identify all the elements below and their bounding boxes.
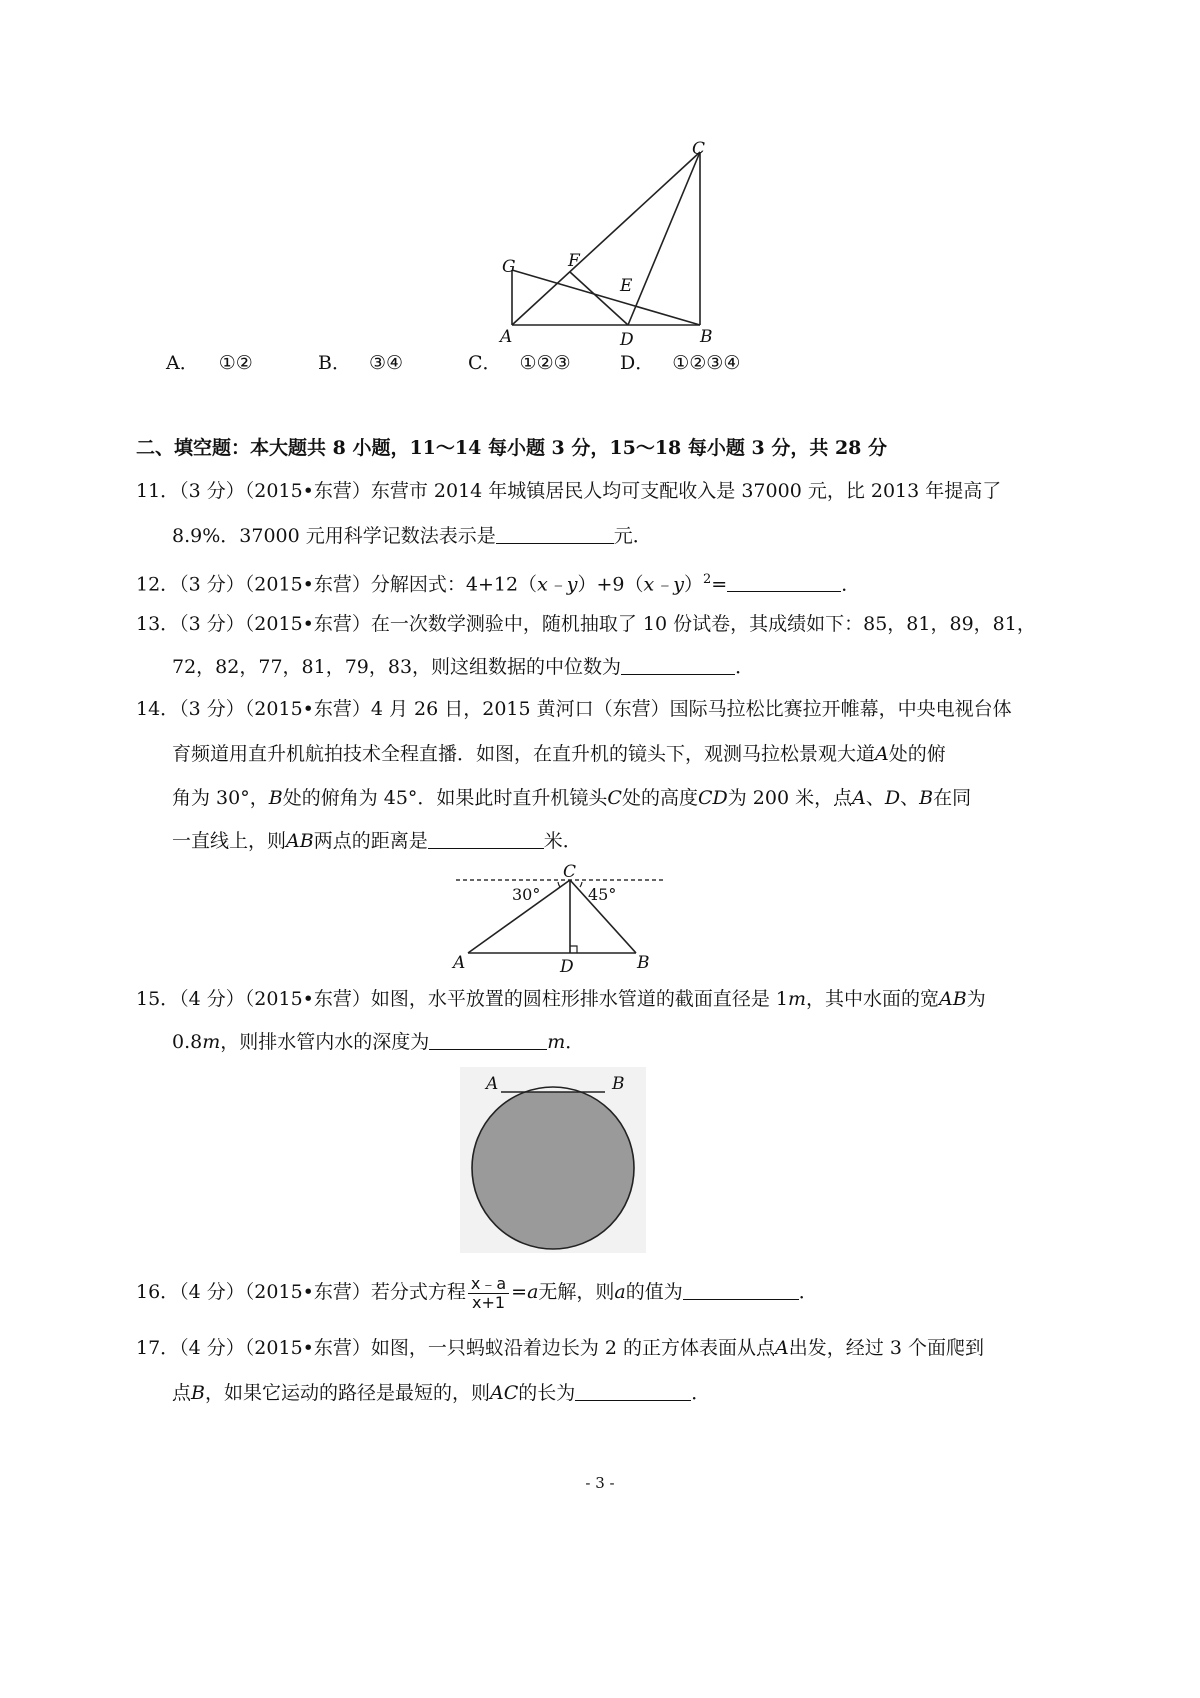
q15-text-2b: ，则排水管内水的深度为: [220, 1031, 430, 1053]
q17-line2: [172, 1381, 710, 1405]
option-c-text: ①②③: [519, 352, 571, 374]
q15-label-b: B: [612, 1074, 625, 1094]
q15-line2: [172, 1030, 584, 1054]
q17-var-a: A: [775, 1337, 789, 1359]
q14-line2: [172, 742, 946, 766]
q14-var-c: C: [607, 787, 622, 809]
q17-text-2c: 的长为: [518, 1382, 576, 1404]
answer-blank-q17[interactable]: [575, 1382, 691, 1401]
label-g: G: [502, 257, 516, 277]
q16-text-a: 16．（4 分）（2015•东营）若分式方程: [136, 1281, 466, 1303]
q14-text-3g: 在同: [933, 787, 972, 809]
option-d: [620, 348, 740, 375]
option-d-text: ①②③④: [672, 352, 741, 374]
q17-var-ac: AC: [490, 1382, 519, 1404]
label-d: D: [620, 330, 634, 350]
q16-var-a2: a: [614, 1281, 626, 1303]
fig10-diagram: [470, 140, 730, 360]
q13-line2: [172, 655, 754, 679]
answer-blank-q12[interactable]: [727, 573, 841, 592]
q15-end: ．: [565, 1031, 585, 1053]
option-b-letter: B．: [318, 352, 351, 374]
q14-angle-30: 30°: [512, 885, 541, 904]
q13-line1: 13．（3 分）（2015•东营）在一次数学测验中，随机抽取了 10 份试卷，其成绩如下：85，81，89，81，: [136, 613, 1036, 635]
option-b-text: ③④: [368, 352, 404, 374]
q17-line1: [136, 1336, 984, 1360]
q16-fraction: [468, 1275, 509, 1312]
q16-line: [136, 1272, 818, 1312]
q14-label-c: C: [563, 862, 577, 882]
option-d-letter: D．: [620, 352, 655, 374]
q12-text-b: ）+9（: [577, 573, 644, 596]
q11-text: 8.9%．37000 元用科学记数法表示是: [172, 525, 496, 547]
q17-text-2a: 点: [172, 1382, 192, 1404]
q14-label-b: B: [637, 953, 650, 973]
q14-var-d2: D: [884, 787, 901, 809]
option-a-letter: A．: [166, 352, 199, 374]
q14-var-a2: A: [852, 787, 866, 809]
q11-line2: [172, 524, 652, 548]
q14-text-3d: 为 200 米，点: [727, 787, 853, 809]
q16-text-d: 的值为: [625, 1281, 683, 1303]
q16-equals: =: [511, 1281, 528, 1303]
q12-expr1: x﹣y: [537, 573, 578, 596]
q15-unit-m2: m: [202, 1031, 221, 1053]
q14-line3: [172, 786, 971, 810]
label-a: A: [500, 327, 513, 347]
q11-line1: 11．（3 分）（2015•东营）东营市 2014 年城镇居民人均可支配收入是 37000 元，比 2013 年提高了: [136, 480, 1002, 502]
answer-blank-q15[interactable]: [429, 1031, 547, 1050]
q12-end: ．: [841, 573, 861, 596]
q15-label-a: A: [486, 1074, 499, 1094]
q12-exponent: 2: [703, 572, 712, 587]
option-c: [468, 348, 571, 375]
option-c-letter: C．: [468, 352, 502, 374]
q14-sep-2: 、: [900, 787, 920, 809]
q15-var-ab: AB: [939, 988, 967, 1010]
q14-var-a: A: [875, 743, 889, 765]
q17-end: ．: [691, 1382, 711, 1404]
q15-unit-m3: m: [547, 1031, 566, 1053]
segment-cd: [628, 152, 700, 325]
page-number: - 3 -: [585, 1474, 615, 1492]
q14-label-a: A: [453, 953, 466, 973]
option-b: [318, 348, 403, 375]
segment-ac: [512, 152, 700, 325]
q15-text-1b: ，其中水面的宽: [806, 988, 940, 1010]
q12-equals: =: [711, 573, 728, 596]
q15-text-1a: 15．（4 分）（2015•东营）如图，水平放置的圆柱形排水管道的截面直径是 1: [136, 988, 788, 1010]
q14-diagram: [440, 860, 680, 975]
label-f: F: [568, 251, 580, 271]
label-e: E: [620, 276, 633, 296]
q15-text-2a: 0.8: [172, 1031, 203, 1053]
option-a-text: ①②: [218, 352, 253, 374]
fraction-denominator: x+1: [471, 1292, 506, 1312]
q14-text-4a: 一直线上，则: [172, 830, 287, 852]
angle-arc-right: [580, 882, 582, 887]
q12-text-c: ）: [683, 573, 703, 596]
q15-line1: [136, 987, 986, 1011]
label-c: C: [692, 140, 706, 159]
q12-text-a: 12．（3 分）（2015•东营）分解因式：4+12（: [136, 573, 538, 596]
q16-text-c: 无解，则: [538, 1281, 615, 1303]
answer-blank-q13[interactable]: [621, 656, 735, 675]
q12-line: [136, 568, 860, 596]
q16-var-a: a: [527, 1281, 539, 1303]
q14-label-d: D: [560, 957, 574, 975]
q15-diagram: [460, 1067, 646, 1253]
q14-text-3a: 角为 30°，: [172, 787, 269, 809]
q17-var-b: B: [191, 1382, 205, 1404]
answer-blank-q11[interactable]: [496, 525, 614, 544]
q15-unit-m: m: [788, 988, 807, 1010]
q13-end: ．: [735, 656, 755, 678]
q14-text-4b: 两点的距离是: [313, 830, 428, 852]
q13-text: 72，82，77，81，79，83，则这组数据的中位数为: [172, 656, 622, 678]
section-heading: 二、填空题：本大题共 8 小题，11～14 每小题 3 分，15～18 每小题 3 分，共 28 分: [136, 437, 888, 459]
answer-blank-q16[interactable]: [683, 1281, 799, 1300]
segment-gb: [512, 270, 700, 325]
answer-blank-q14[interactable]: [428, 830, 544, 849]
q14-text-3b: 处的俯角为 45°．如果此时直升机镜头: [282, 787, 608, 809]
q14-text-3c: 处的高度: [621, 787, 698, 809]
q17-text-1b: 出发，经过 3 个面爬到: [788, 1337, 984, 1359]
q14-text-2b: 处的俯: [888, 743, 946, 765]
q12-expr2: x﹣y: [643, 573, 684, 596]
q14-unit: 米．: [543, 830, 582, 852]
q15-text-1c: 为: [966, 988, 986, 1010]
q17-text-1a: 17．（4 分）（2015•东营）如图，一只蚂蚁沿着边长为 2 的正方体表面从点: [136, 1337, 776, 1359]
q14-angle-45: 45°: [588, 885, 617, 904]
option-a: [166, 348, 253, 375]
q11-unit: 元．: [613, 525, 652, 547]
q14-var-cd: CD: [697, 787, 728, 809]
q14-line4: [172, 829, 582, 853]
q14-text-2a: 育频道用直升机航拍技术全程直播．如图，在直升机的镜头下，观测马拉松景观大道: [172, 743, 876, 765]
q17-text-2b: ，如果它运动的路径是最短的，则: [204, 1382, 490, 1404]
angle-arc-left: [558, 882, 560, 887]
right-angle-mark: [570, 946, 577, 953]
fraction-numerator: x﹣a: [468, 1275, 509, 1294]
q14-var-b: B: [268, 787, 283, 809]
q14-line1: 14．（3 分）（2015•东营）4 月 26 日，2015 黄河口（东营）国际马拉松比赛拉开帷幕，中央电视台体: [136, 698, 1012, 720]
q14-var-ab: AB: [286, 830, 314, 852]
label-b: B: [700, 327, 713, 347]
q16-end: ．: [798, 1281, 818, 1303]
q14-sep-1: 、: [865, 787, 885, 809]
q14-var-b2: B: [919, 787, 934, 809]
